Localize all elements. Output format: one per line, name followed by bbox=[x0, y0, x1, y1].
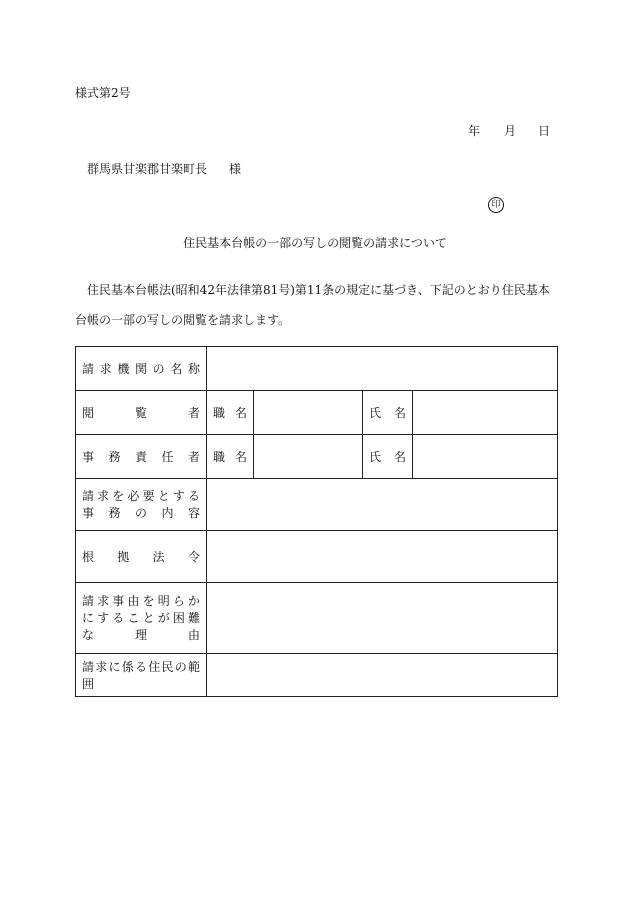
addressee-name: 群馬県甘楽郡甘楽町長 bbox=[87, 162, 208, 176]
seal-mark: 印 bbox=[488, 197, 504, 213]
label-responsible-person: 事務責任者 bbox=[76, 435, 207, 479]
request-table bbox=[75, 346, 558, 697]
form-number: 様式第2号 bbox=[75, 86, 131, 100]
label-viewer-name: 氏名 bbox=[363, 391, 413, 435]
table-row bbox=[76, 435, 558, 479]
label-viewer-position: 職名 bbox=[207, 391, 254, 435]
label-difficulty-reason bbox=[76, 583, 207, 654]
table-row bbox=[76, 583, 558, 654]
field-responsible-name[interactable] bbox=[413, 435, 558, 479]
table-row bbox=[76, 531, 558, 583]
field-requesting-org[interactable] bbox=[207, 347, 558, 391]
label-difficulty-reason-line2: にすることが困難 bbox=[82, 610, 200, 625]
field-viewer-name[interactable] bbox=[413, 391, 558, 435]
label-legal-basis: 根拠法令 bbox=[76, 531, 207, 583]
field-legal-basis[interactable] bbox=[207, 531, 558, 583]
addressee bbox=[87, 160, 241, 177]
label-responsible-name: 氏名 bbox=[363, 435, 413, 479]
document-title: 住民基本台帳の一部の写しの閲覧の請求について bbox=[183, 236, 447, 250]
label-difficulty-reason-line1: 請求事由を明らか bbox=[82, 593, 200, 608]
table-row bbox=[76, 654, 558, 697]
label-responsible-position: 職名 bbox=[207, 435, 254, 479]
date-year: 年 bbox=[468, 124, 481, 138]
field-responsible-position[interactable] bbox=[254, 435, 363, 479]
field-viewer-position[interactable] bbox=[254, 391, 363, 435]
addressee-suffix: 様 bbox=[229, 162, 242, 176]
label-work-content bbox=[76, 479, 207, 531]
table-row bbox=[76, 391, 558, 435]
date-month: 月 bbox=[504, 124, 517, 138]
field-difficulty-reason[interactable] bbox=[207, 583, 558, 654]
label-difficulty-reason-line3: な理由 bbox=[82, 627, 200, 642]
date-line bbox=[468, 122, 550, 139]
document-body: 住民基本台帳法(昭和42年法律第81号)第11条の規定に基づき、下記のとおり住民基本台帳の一部の写しの閲覧を請求します。 bbox=[75, 283, 550, 327]
label-requesting-org: 請求機関の名称 bbox=[76, 347, 207, 391]
label-resident-scope: 請求に係る住民の範囲 bbox=[76, 654, 207, 697]
table-row bbox=[76, 479, 558, 531]
field-work-content[interactable] bbox=[207, 479, 558, 531]
label-work-content-line2: 事務の内容 bbox=[82, 505, 200, 520]
label-viewer: 閲覧者 bbox=[76, 391, 207, 435]
date-day: 日 bbox=[538, 124, 551, 138]
table-row bbox=[76, 347, 558, 391]
field-resident-scope[interactable] bbox=[207, 654, 558, 697]
label-work-content-line1: 請求を必要とする bbox=[82, 488, 200, 503]
